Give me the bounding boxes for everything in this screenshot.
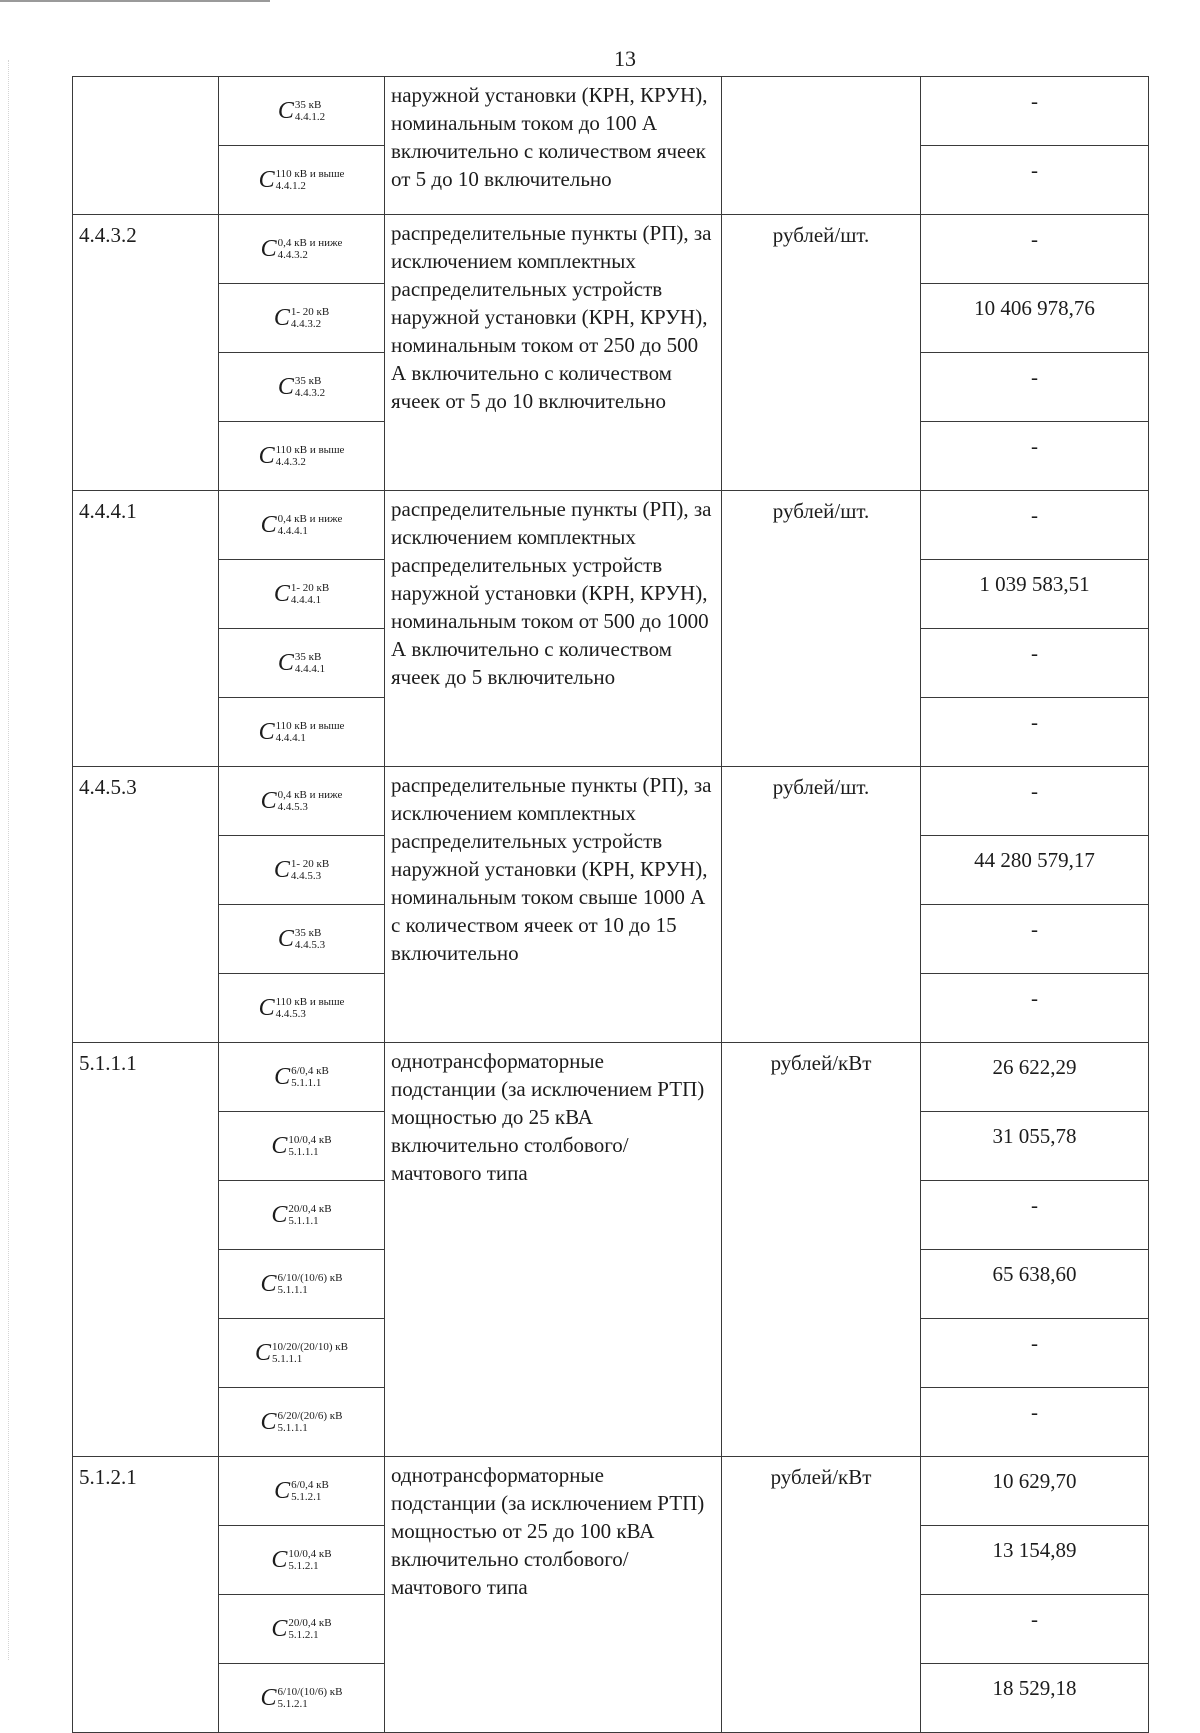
rate-scripts <box>291 582 329 606</box>
rate-letter: C <box>277 650 294 676</box>
rate-symbol <box>271 1617 331 1641</box>
rate-index: 5.1.1.1 <box>288 1215 319 1227</box>
item-code: 4.4.4.1 <box>73 491 219 767</box>
rate-letter: C <box>260 236 277 262</box>
rate-voltage: 35 кВ <box>294 375 322 387</box>
rate-voltage: 10/0,4 кВ <box>288 1548 332 1560</box>
rate-symbol <box>259 444 345 468</box>
rate-voltage: 35 кВ <box>294 99 322 111</box>
rate-symbol-cell <box>219 974 385 1043</box>
rate-symbol-cell <box>219 1664 385 1733</box>
rate-index: 4.4.4.1 <box>294 663 326 675</box>
rate-letter: C <box>277 926 294 952</box>
rate-voltage: 110 кВ и выше <box>275 444 345 456</box>
rate-letter: C <box>258 995 275 1021</box>
rate-index: 5.1.1.1 <box>291 1077 322 1089</box>
rate-letter: C <box>260 1685 277 1711</box>
rate-symbol-cell <box>219 215 385 284</box>
item-code: 4.4.5.3 <box>73 767 219 1043</box>
tariff-table <box>72 76 1149 1733</box>
rate-scripts <box>291 306 329 330</box>
rate-symbol-cell <box>219 1181 385 1250</box>
rate-scripts <box>272 1341 348 1365</box>
rate-letter: C <box>260 1271 277 1297</box>
table-row <box>73 767 1149 836</box>
rate-scripts <box>278 513 343 537</box>
rate-symbol <box>259 168 345 192</box>
rate-scripts <box>278 1272 343 1296</box>
rate-value: 26 622,29 <box>921 1043 1149 1112</box>
item-description: распределительные пункты (РП), за исключением комплектных распределительных устройств наружной установки (КРН, КРУН), номинальным током свыше 1000 А с количеством ячеек от 10 до 15 включительно <box>385 767 722 1043</box>
rate-symbol <box>274 306 329 330</box>
item-description: однотрансформаторные подстанции (за исключением РТП) мощностью от 25 до 100 кВА включительно столбового/мачтового типа <box>385 1457 722 1733</box>
rate-scripts <box>288 1134 331 1158</box>
rate-symbol-cell <box>219 77 385 146</box>
rate-symbol-cell <box>219 1526 385 1595</box>
rate-voltage: 6/20/(20/6) кВ <box>277 1410 343 1422</box>
rate-voltage: 10/0,4 кВ <box>288 1134 332 1146</box>
rate-letter: C <box>260 512 277 538</box>
rate-symbol <box>261 789 343 813</box>
rate-symbol-cell <box>219 1595 385 1664</box>
tariff-table-body <box>73 77 1149 1733</box>
item-description: наружной установки (КРН, КРУН), номинальным током до 100 А включительно с количеством ячеек от 5 до 10 включительно <box>385 77 722 215</box>
rate-symbol <box>259 720 345 744</box>
rate-symbol-cell <box>219 629 385 698</box>
rate-voltage: 1- 20 кВ <box>290 582 330 594</box>
rate-voltage: 20/0,4 кВ <box>288 1203 332 1215</box>
rate-scripts <box>276 444 345 468</box>
rate-index: 4.4.4.1 <box>277 525 308 537</box>
rate-symbol-cell <box>219 1112 385 1181</box>
rate-voltage: 6/0,4 кВ <box>291 1479 329 1491</box>
rate-value: - <box>921 491 1149 560</box>
rate-letter: C <box>271 1133 288 1159</box>
rate-symbol <box>255 1341 348 1365</box>
rate-value: - <box>921 215 1149 284</box>
rate-symbol-cell <box>219 422 385 491</box>
rate-letter: C <box>260 788 277 814</box>
rate-letter: C <box>258 719 275 745</box>
rate-value: 44 280 579,17 <box>921 836 1149 905</box>
rate-index: 5.1.2.1 <box>277 1698 308 1710</box>
rate-scripts <box>295 375 325 399</box>
rate-index: 4.4.5.3 <box>290 870 322 882</box>
item-unit: рублей/шт. <box>722 767 921 1043</box>
rate-letter: C <box>273 857 290 883</box>
rate-symbol <box>261 1686 343 1710</box>
rate-symbol-cell <box>219 1457 385 1526</box>
rate-value: - <box>921 974 1149 1043</box>
rate-index: 4.4.5.3 <box>294 939 326 951</box>
rate-value: 10 629,70 <box>921 1457 1149 1526</box>
rate-symbol <box>271 1134 331 1158</box>
rate-value: - <box>921 905 1149 974</box>
rate-scripts <box>276 720 345 744</box>
rate-symbol <box>261 513 343 537</box>
rate-scripts <box>278 1686 343 1710</box>
rate-value: 31 055,78 <box>921 1112 1149 1181</box>
rate-symbol <box>261 1410 343 1434</box>
rate-letter: C <box>274 1478 291 1504</box>
rate-symbol-cell <box>219 353 385 422</box>
rate-letter: C <box>271 1616 288 1642</box>
page-number: 13 <box>614 46 636 71</box>
item-code: 4.4.3.2 <box>73 215 219 491</box>
rate-index: 4.4.3.2 <box>294 387 326 399</box>
rate-letter: C <box>255 1340 272 1366</box>
rate-voltage: 1- 20 кВ <box>290 306 330 318</box>
rate-index: 5.1.1.1 <box>277 1422 308 1434</box>
rate-index: 4.4.3.2 <box>275 456 306 468</box>
rate-scripts <box>291 1479 329 1503</box>
rate-voltage: 110 кВ и выше <box>275 996 345 1008</box>
rate-value: 13 154,89 <box>921 1526 1149 1595</box>
rate-symbol <box>261 237 343 261</box>
item-code: 5.1.1.1 <box>73 1043 219 1457</box>
rate-value: - <box>921 629 1149 698</box>
rate-index: 4.4.3.2 <box>290 318 322 330</box>
rate-index: 4.4.1.2 <box>275 180 306 192</box>
rate-symbol-cell <box>219 1250 385 1319</box>
rate-symbol-cell <box>219 1319 385 1388</box>
rate-symbol <box>278 99 325 123</box>
top-rule <box>0 0 270 2</box>
rate-symbol <box>274 582 329 606</box>
rate-symbol <box>271 1203 331 1227</box>
table-row <box>73 491 1149 560</box>
item-unit: рублей/кВт <box>722 1457 921 1733</box>
rate-value: - <box>921 698 1149 767</box>
rate-scripts <box>278 789 343 813</box>
item-unit <box>722 77 921 215</box>
rate-letter: C <box>258 167 275 193</box>
rate-value: 18 529,18 <box>921 1664 1149 1733</box>
rate-voltage: 35 кВ <box>294 927 322 939</box>
rate-scripts <box>295 99 325 123</box>
rate-voltage: 0,4 кВ и ниже <box>277 237 343 249</box>
rate-symbol-cell <box>219 767 385 836</box>
rate-voltage: 110 кВ и выше <box>275 168 345 180</box>
rate-symbol <box>274 858 329 882</box>
table-row <box>73 77 1149 146</box>
rate-letter: C <box>277 98 294 124</box>
item-code <box>73 77 219 215</box>
rate-index: 4.4.5.3 <box>275 1008 306 1020</box>
rate-symbol <box>278 375 325 399</box>
rate-symbol <box>261 1272 343 1296</box>
table-row <box>73 1043 1149 1112</box>
item-description: распределительные пункты (РП), за исключением комплектных распределительных устройств наружной установки (КРН, КРУН), номинальным током от 500 до 1000 А включительно с количеством ячеек до 5 включительно <box>385 491 722 767</box>
rate-voltage: 0,4 кВ и ниже <box>277 789 343 801</box>
rate-symbol-cell <box>219 1388 385 1457</box>
rate-scripts <box>276 168 345 192</box>
rate-value: - <box>921 767 1149 836</box>
rate-scripts <box>276 996 345 1020</box>
rate-index: 4.4.5.3 <box>277 801 308 813</box>
rate-value: - <box>921 1388 1149 1457</box>
rate-scripts <box>288 1548 331 1572</box>
rate-value: 1 039 583,51 <box>921 560 1149 629</box>
rate-letter: C <box>273 305 290 331</box>
rate-index: 5.1.2.1 <box>288 1629 319 1641</box>
rate-scripts <box>291 858 329 882</box>
rate-symbol-cell <box>219 698 385 767</box>
rate-value: - <box>921 1595 1149 1664</box>
rate-letter: C <box>271 1547 288 1573</box>
item-unit: рублей/кВт <box>722 1043 921 1457</box>
item-unit: рублей/шт. <box>722 215 921 491</box>
rate-letter: C <box>273 581 290 607</box>
rate-letter: C <box>258 443 275 469</box>
rate-value: - <box>921 1319 1149 1388</box>
rate-symbol-cell <box>219 836 385 905</box>
rate-letter: C <box>260 1409 277 1435</box>
rate-index: 4.4.3.2 <box>277 249 308 261</box>
rate-symbol-cell <box>219 146 385 215</box>
rate-index: 5.1.1.1 <box>272 1353 303 1365</box>
rate-voltage: 20/0,4 кВ <box>288 1617 332 1629</box>
rate-letter: C <box>271 1202 288 1228</box>
rate-scripts <box>291 1065 329 1089</box>
rate-scripts <box>278 1410 343 1434</box>
rate-voltage: 0,4 кВ и ниже <box>277 513 343 525</box>
rate-scripts <box>295 651 325 675</box>
rate-value: - <box>921 353 1149 422</box>
rate-index: 5.1.2.1 <box>288 1560 319 1572</box>
rate-symbol-cell <box>219 284 385 353</box>
rate-scripts <box>278 237 343 261</box>
item-description: однотрансформаторные подстанции (за исключением РТП) мощностью до 25 кВА включительно столбового/мачтового типа <box>385 1043 722 1457</box>
rate-symbol <box>278 927 325 951</box>
rate-index: 5.1.1.1 <box>288 1146 319 1158</box>
rate-index: 4.4.1.2 <box>294 111 326 123</box>
rate-symbol-cell <box>219 905 385 974</box>
rate-scripts <box>288 1203 331 1227</box>
rate-voltage: 35 кВ <box>294 651 322 663</box>
rate-voltage: 6/10/(10/6) кВ <box>277 1686 343 1698</box>
rate-value: 10 406 978,76 <box>921 284 1149 353</box>
rate-letter: C <box>274 1064 291 1090</box>
rate-symbol <box>274 1065 329 1089</box>
rate-index: 5.1.1.1 <box>277 1284 308 1296</box>
rate-value: 65 638,60 <box>921 1250 1149 1319</box>
table-row <box>73 1457 1149 1526</box>
rate-letter: C <box>277 374 294 400</box>
rate-symbol <box>271 1548 331 1572</box>
rate-symbol-cell <box>219 560 385 629</box>
rate-voltage: 110 кВ и выше <box>275 720 345 732</box>
rate-voltage: 10/20/(20/10) кВ <box>272 1341 348 1353</box>
table-row <box>73 215 1149 284</box>
rate-symbol <box>259 996 345 1020</box>
scan-margin <box>8 60 9 1660</box>
rate-scripts <box>295 927 325 951</box>
rate-value: - <box>921 1181 1149 1250</box>
rate-symbol <box>274 1479 329 1503</box>
item-code: 5.1.2.1 <box>73 1457 219 1733</box>
rate-symbol <box>278 651 325 675</box>
rate-symbol-cell <box>219 491 385 560</box>
item-description: распределительные пункты (РП), за исключением комплектных распределительных устройств наружной установки (КРН, КРУН), номинальным током от 250 до 500 А включительно с количеством ячеек от 5 до 10 включительно <box>385 215 722 491</box>
rate-value: - <box>921 146 1149 215</box>
rate-voltage: 1- 20 кВ <box>290 858 330 870</box>
rate-index: 4.4.4.1 <box>290 594 322 606</box>
rate-index: 4.4.4.1 <box>275 732 306 744</box>
item-unit: рублей/шт. <box>722 491 921 767</box>
rate-index: 5.1.2.1 <box>291 1491 322 1503</box>
rate-value: - <box>921 77 1149 146</box>
rate-voltage: 6/10/(10/6) кВ <box>277 1272 343 1284</box>
rate-voltage: 6/0,4 кВ <box>291 1065 329 1077</box>
rate-symbol-cell <box>219 1043 385 1112</box>
rate-value: - <box>921 422 1149 491</box>
rate-scripts <box>288 1617 331 1641</box>
